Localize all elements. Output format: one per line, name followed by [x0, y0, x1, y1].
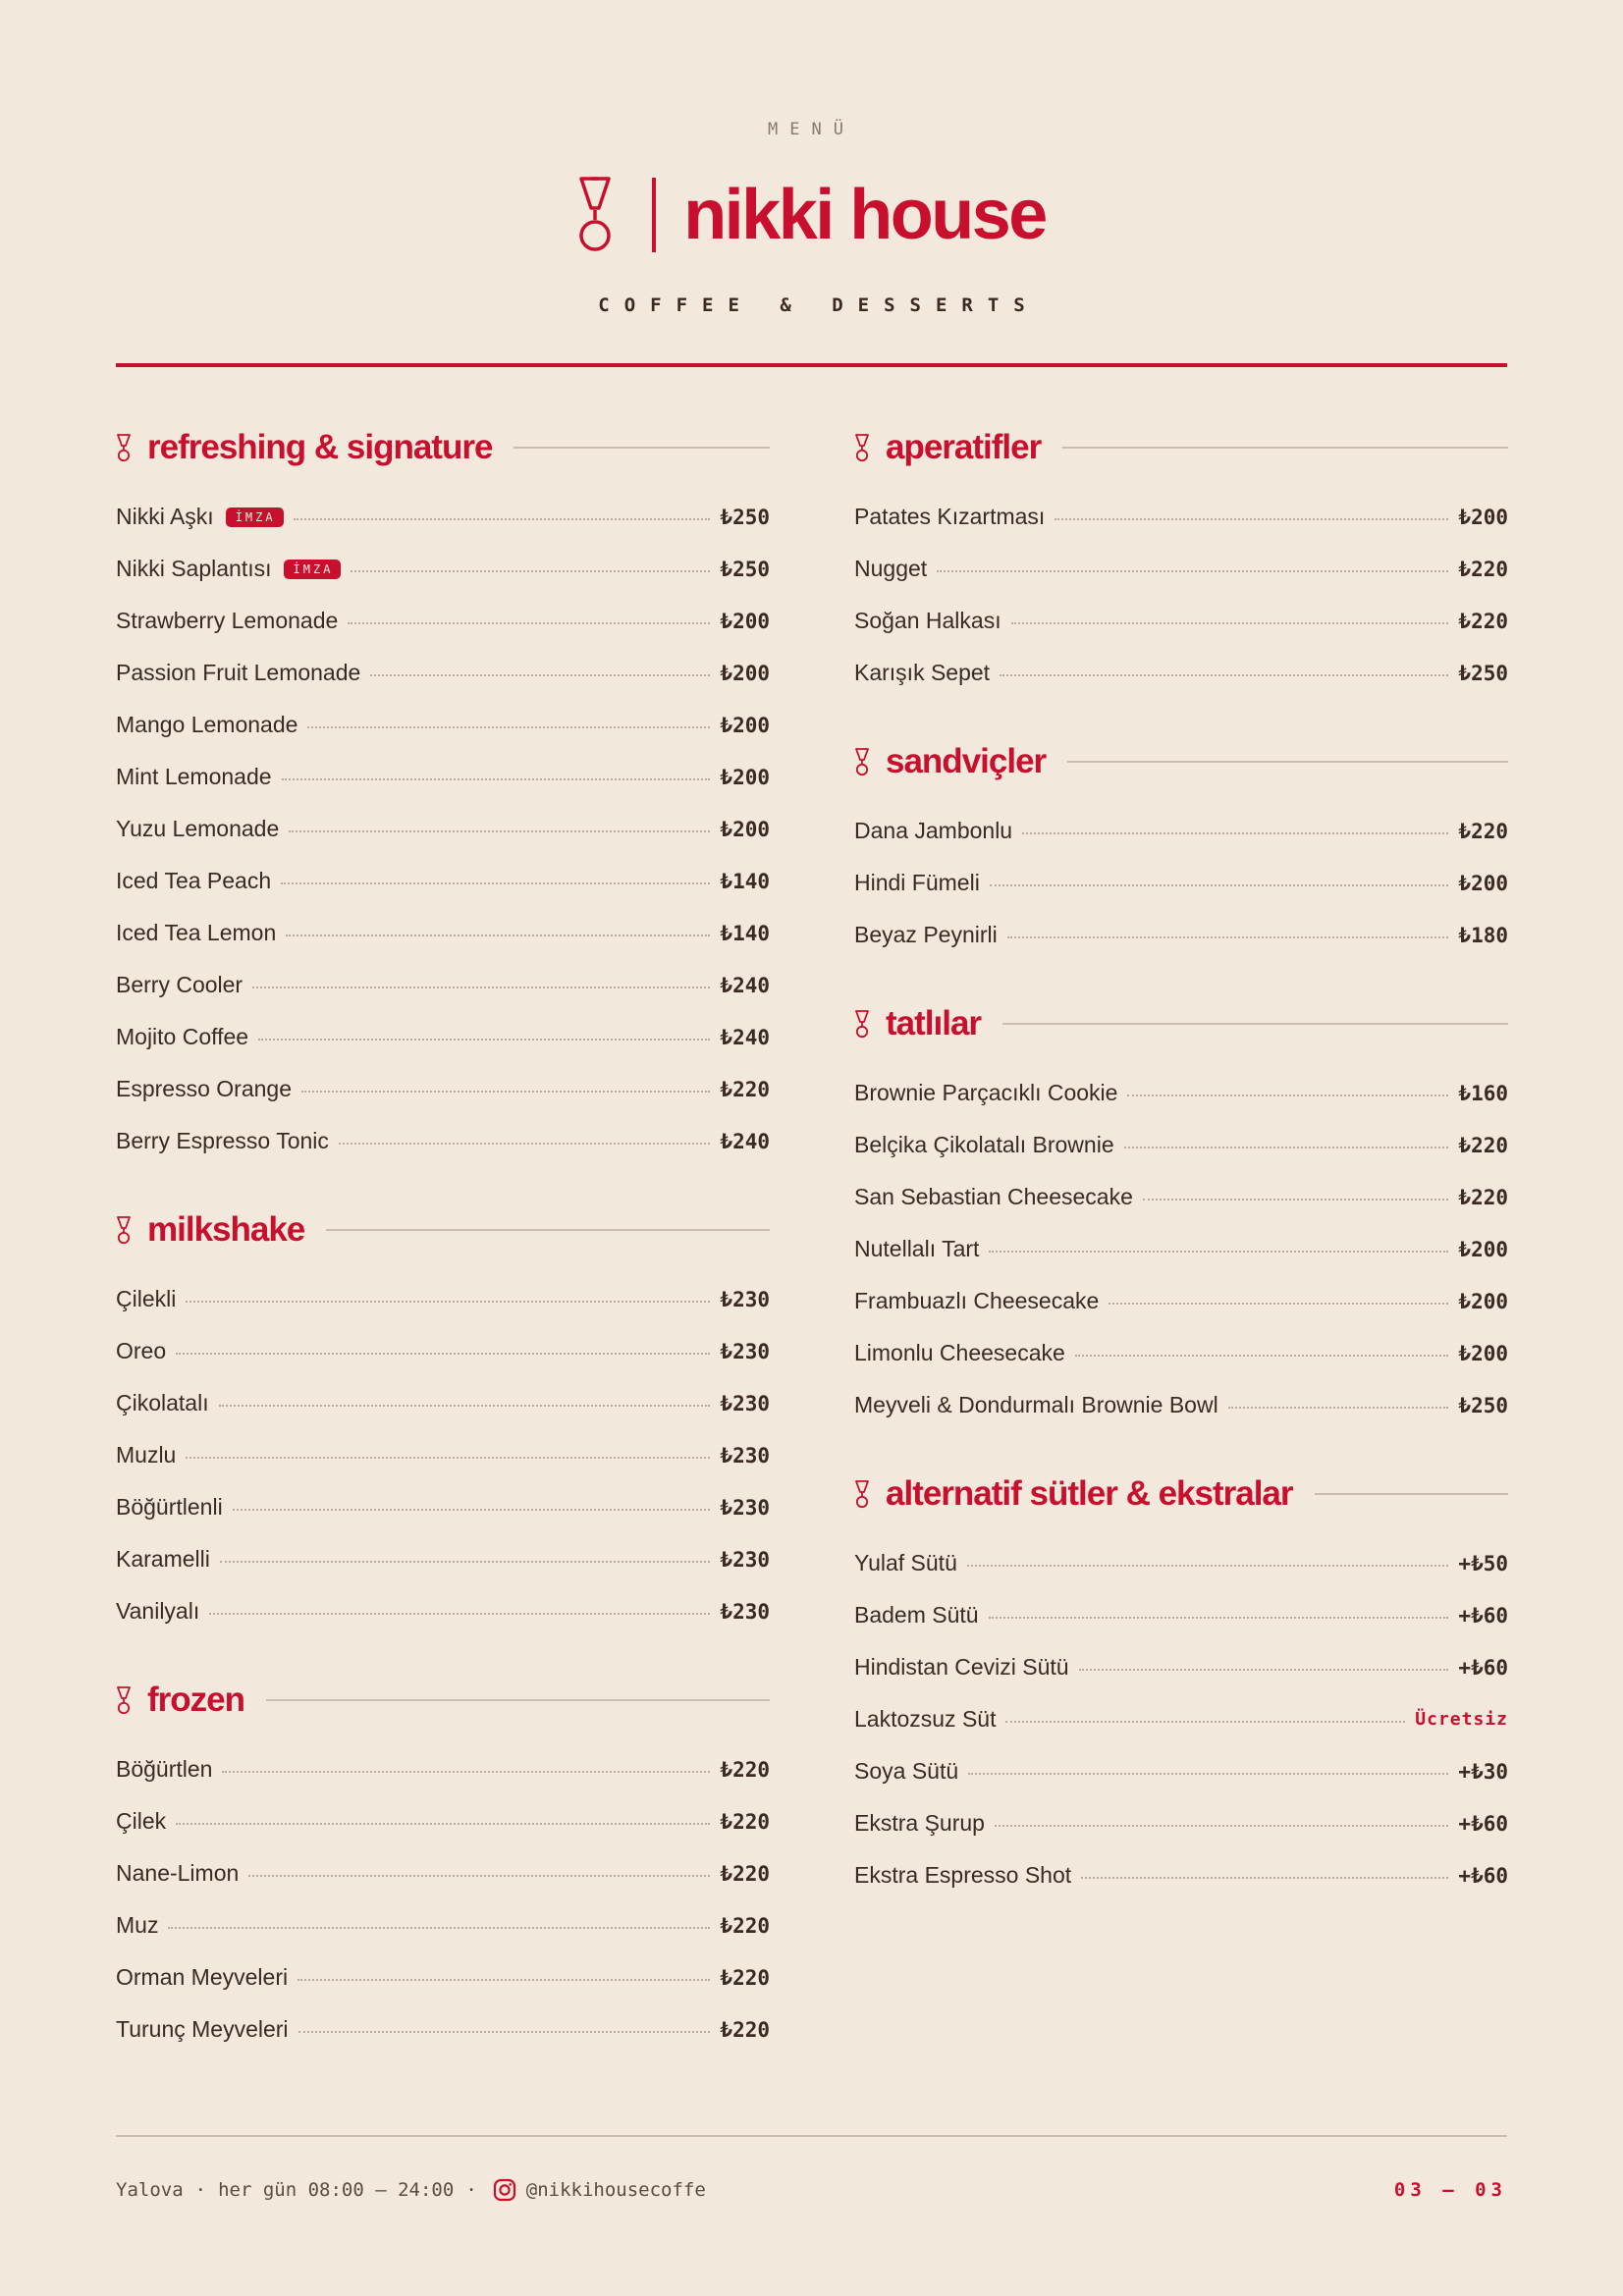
menu-item: [116, 1585, 770, 1637]
instagram-handle[interactable]: @nikkihousecoffe: [525, 2179, 706, 2201]
menu-item: [854, 1379, 1508, 1431]
coffee-dripper-icon: [854, 433, 870, 462]
coffee-dripper-logo-icon: [577, 175, 613, 255]
item-name: Soya Sütü: [854, 1758, 959, 1784]
item-name: Karışık Sepet: [854, 660, 991, 685]
section-title: tatlılar: [886, 1004, 982, 1042]
item-name: Hindi Fümeli: [854, 870, 980, 895]
tagline: COFFEE & DESSERTS: [598, 294, 1040, 316]
item-price: ₺200: [720, 765, 770, 789]
menu-item: [854, 1327, 1508, 1379]
item-price: ₺220: [1458, 609, 1508, 633]
item-price: ₺200: [1458, 505, 1508, 529]
dot-leader: [1007, 936, 1449, 938]
item-price: ₺200: [1458, 871, 1508, 895]
item-price: ₺220: [720, 1913, 770, 1938]
menu-item: [116, 1011, 770, 1063]
menu-item: [116, 907, 770, 959]
item-name: Dana Jambonlu: [854, 818, 1013, 843]
item-name: Yulaf Sütü: [854, 1550, 957, 1575]
item-name: Vanilyalı: [116, 1598, 200, 1624]
item-name: Mint Lemonade: [116, 764, 272, 789]
menu-section: [854, 422, 1508, 699]
section-title: milkshake: [147, 1210, 305, 1249]
item-name: San Sebastian Cheesecake: [854, 1184, 1133, 1209]
item-name: Soğan Halkası: [854, 608, 1001, 633]
item-price: ₺230: [720, 1599, 770, 1624]
dot-leader: [1081, 1877, 1448, 1879]
item-price: ₺220: [1458, 1185, 1508, 1209]
item-price: ₺230: [720, 1443, 770, 1468]
item-name: Berry Cooler: [116, 972, 243, 997]
item-name: Oreo: [116, 1338, 167, 1363]
menu-item: [116, 1273, 770, 1325]
right-column: [854, 422, 1508, 1939]
item-name: Nugget: [854, 556, 928, 581]
item-price: ₺250: [720, 505, 770, 529]
dot-leader: [989, 1251, 1448, 1253]
menu-item: [116, 855, 770, 907]
dot-leader: [258, 1039, 710, 1041]
item-name: Nutellalı Tart: [854, 1236, 980, 1261]
section-rule: [326, 1229, 770, 1231]
section-rule: [1062, 447, 1508, 449]
dot-leader: [1079, 1669, 1449, 1671]
dot-leader: [967, 1565, 1449, 1567]
section-rule: [1067, 761, 1508, 763]
footer-location: Yalova: [116, 2179, 184, 2201]
item-name: Yuzu Lemonade: [116, 816, 280, 841]
menu-item: [116, 2003, 770, 2056]
dot-leader: [351, 570, 710, 572]
dot-leader: [219, 1405, 711, 1407]
item-price: ₺220: [1458, 557, 1508, 581]
page-number: 03 — 03: [1393, 2179, 1507, 2201]
coffee-dripper-icon: [116, 1215, 132, 1245]
item-price: ₺220: [1458, 819, 1508, 843]
item-price: +₺50: [1458, 1551, 1508, 1575]
menu-item: [854, 805, 1508, 857]
item-price: ₺220: [720, 1809, 770, 1834]
section-header: [116, 422, 770, 473]
item-name: Ekstra Şurup: [854, 1810, 985, 1836]
menu-section: [116, 1675, 770, 2056]
menu-section: [854, 736, 1508, 961]
dot-leader: [248, 1875, 710, 1877]
menu-item: [116, 1377, 770, 1429]
item-price: Ücretsiz: [1415, 1709, 1508, 1730]
brand-name: nikki house: [683, 176, 1046, 254]
item-price: ₺240: [720, 1129, 770, 1153]
dot-leader: [186, 1457, 710, 1459]
section-rule: [514, 447, 770, 449]
menu-item: [116, 1481, 770, 1533]
item-name: Mango Lemonade: [116, 712, 298, 737]
item-price: ₺200: [720, 713, 770, 737]
menu-item: [116, 1115, 770, 1167]
menu-item: [854, 491, 1508, 543]
item-name: Nane-Limon: [116, 1860, 240, 1886]
footer-rule: [116, 2135, 1507, 2137]
item-price: ₺230: [720, 1547, 770, 1572]
signature-badge: İMZA: [226, 507, 284, 527]
item-price: ₺200: [720, 609, 770, 633]
item-price: ₺160: [1458, 1081, 1508, 1105]
dot-leader: [1127, 1095, 1448, 1096]
menu-item: [116, 1951, 770, 2003]
item-name: Nikki Saplantısı: [116, 556, 272, 581]
item-name: Patates Kızartması: [854, 504, 1046, 529]
dot-leader: [370, 674, 710, 676]
item-price: ₺250: [1458, 1393, 1508, 1417]
item-name: Beyaz Peynirli: [854, 922, 998, 947]
item-name: Frambuazlı Cheesecake: [854, 1288, 1100, 1313]
menu-header: [0, 0, 1623, 373]
menu-item: [116, 1325, 770, 1377]
dot-leader: [281, 882, 710, 884]
item-price: ₺220: [720, 1861, 770, 1886]
menu-section: [116, 1204, 770, 1637]
brand-divider: [652, 178, 656, 252]
item-price: +₺60: [1458, 1863, 1508, 1888]
item-price: ₺200: [720, 661, 770, 685]
menu-item: [854, 1119, 1508, 1171]
item-price: ₺200: [1458, 1289, 1508, 1313]
menu-item: [116, 751, 770, 803]
item-price: +₺60: [1458, 1655, 1508, 1680]
dot-leader: [220, 1561, 711, 1563]
item-name: Iced Tea Peach: [116, 868, 272, 893]
section-rule: [1315, 1493, 1508, 1495]
item-price: ₺220: [720, 2017, 770, 2042]
menu-item: [116, 1899, 770, 1951]
footer-separator: ·: [194, 2179, 207, 2201]
menu-section: [116, 422, 770, 1167]
item-name: Iced Tea Lemon: [116, 920, 277, 945]
dot-leader: [1000, 674, 1448, 676]
item-name: Strawberry Lemonade: [116, 608, 339, 633]
dot-leader: [1055, 518, 1448, 520]
section-title: alternatif sütler & ekstralar: [886, 1474, 1293, 1513]
item-price: ₺220: [1458, 1133, 1508, 1157]
menu-label: MENÜ: [768, 120, 855, 139]
dot-leader: [209, 1613, 710, 1615]
footer-separator: ·: [465, 2179, 477, 2201]
menu-item: [854, 1849, 1508, 1901]
item-name: Turunç Meyveleri: [116, 2016, 289, 2042]
section-rule: [1002, 1023, 1508, 1025]
dot-leader: [1124, 1147, 1449, 1148]
menu-section: [854, 1468, 1508, 1901]
menu-item: [116, 647, 770, 699]
dot-leader: [186, 1301, 710, 1303]
item-name: Espresso Orange: [116, 1076, 292, 1101]
item-name: Nikki Aşkı: [116, 504, 214, 529]
menu-item: [854, 1589, 1508, 1641]
item-name: Brownie Parçacıklı Cookie: [854, 1080, 1118, 1105]
menu-item: [116, 543, 770, 595]
dot-leader: [968, 1773, 1448, 1775]
item-name: Böğürtlenli: [116, 1494, 223, 1520]
menu-item: [116, 1533, 770, 1585]
dot-leader: [1228, 1407, 1449, 1409]
menu-item: [854, 1745, 1508, 1797]
menu-item: [854, 1641, 1508, 1693]
item-price: ₺220: [720, 1757, 770, 1782]
item-price: ₺230: [720, 1495, 770, 1520]
dot-leader: [286, 934, 710, 936]
item-price: ₺230: [720, 1391, 770, 1415]
item-price: ₺250: [1458, 661, 1508, 685]
section-header: [854, 422, 1508, 473]
brand-lockup: [0, 175, 1623, 255]
menu-item: [854, 857, 1508, 909]
item-name: Böğürtlen: [116, 1756, 213, 1782]
dot-leader: [289, 830, 710, 832]
item-name: Hindistan Cevizi Sütü: [854, 1654, 1069, 1680]
menu-item: [116, 1795, 770, 1847]
dot-leader: [989, 1617, 1449, 1619]
dot-leader: [301, 1091, 710, 1093]
menu-item: [116, 491, 770, 543]
item-price: ₺230: [720, 1287, 770, 1311]
dot-leader: [1075, 1355, 1449, 1357]
coffee-dripper-icon: [854, 1009, 870, 1039]
header-rule: [116, 363, 1507, 367]
dot-leader: [937, 570, 1448, 572]
item-price: ₺200: [1458, 1341, 1508, 1365]
item-name: Çilek: [116, 1808, 167, 1834]
item-price: ₺200: [1458, 1237, 1508, 1261]
item-name: Passion Fruit Lemonade: [116, 660, 361, 685]
menu-item: [116, 1743, 770, 1795]
menu-item: [116, 1063, 770, 1115]
item-name: Meyveli & Dondurmalı Brownie Bowl: [854, 1392, 1218, 1417]
section-header: [116, 1204, 770, 1255]
coffee-dripper-icon: [854, 1479, 870, 1509]
item-price: ₺250: [720, 557, 770, 581]
item-price: ₺200: [720, 817, 770, 841]
coffee-dripper-icon: [116, 433, 132, 462]
dot-leader: [298, 1979, 710, 1981]
dot-leader: [1005, 1721, 1405, 1723]
menu-item: [116, 699, 770, 751]
item-name: Berry Espresso Tonic: [116, 1128, 329, 1153]
menu-item: [116, 595, 770, 647]
menu-item: [854, 1693, 1508, 1745]
dot-leader: [1143, 1199, 1449, 1201]
menu-item: [854, 1223, 1508, 1275]
menu-item: [854, 1171, 1508, 1223]
dot-leader: [168, 1927, 710, 1929]
instagram-icon: [493, 2178, 516, 2202]
section-header: [854, 998, 1508, 1049]
menu-item: [854, 647, 1508, 699]
dot-leader: [233, 1509, 711, 1511]
dot-leader: [222, 1771, 710, 1773]
section-header: [116, 1675, 770, 1726]
item-price: +₺60: [1458, 1811, 1508, 1836]
item-price: ₺180: [1458, 923, 1508, 947]
menu-section: [854, 998, 1508, 1431]
item-price: ₺140: [720, 921, 770, 945]
menu-item: [854, 1797, 1508, 1849]
dot-leader: [1109, 1303, 1448, 1305]
menu-item: [116, 1847, 770, 1899]
dot-leader: [990, 884, 1449, 886]
dot-leader: [252, 987, 710, 988]
menu-item: [854, 1067, 1508, 1119]
item-price: ₺220: [720, 1077, 770, 1101]
item-name: Limonlu Cheesecake: [854, 1340, 1065, 1365]
left-column: [116, 422, 770, 2093]
item-price: ₺240: [720, 973, 770, 997]
dot-leader: [1011, 622, 1449, 624]
item-name: Mojito Coffee: [116, 1024, 249, 1049]
dot-leader: [176, 1823, 710, 1825]
footer-hours: her gün 08:00 – 24:00: [218, 2179, 455, 2201]
item-name: Muz: [116, 1912, 159, 1938]
dot-leader: [282, 778, 711, 780]
item-name: Laktozsuz Süt: [854, 1706, 997, 1732]
item-price: ₺220: [720, 1965, 770, 1990]
dot-leader: [995, 1825, 1448, 1827]
section-title: frozen: [147, 1681, 244, 1719]
section-rule: [266, 1699, 770, 1701]
section-title: sandviçler: [886, 742, 1047, 780]
footer: [116, 2175, 1507, 2205]
dot-leader: [339, 1143, 711, 1145]
menu-item: [854, 543, 1508, 595]
dot-leader: [307, 726, 710, 728]
item-name: Orman Meyveleri: [116, 1964, 289, 1990]
item-name: Badem Sütü: [854, 1602, 979, 1628]
section-header: [854, 736, 1508, 787]
menu-item: [854, 1537, 1508, 1589]
menu-item: [116, 959, 770, 1011]
dot-leader: [1022, 832, 1448, 834]
signature-badge: İMZA: [284, 560, 342, 579]
dot-leader: [348, 622, 710, 624]
item-name: Çilekli: [116, 1286, 177, 1311]
dot-leader: [298, 2031, 711, 2033]
menu-item: [116, 1429, 770, 1481]
item-name: Ekstra Espresso Shot: [854, 1862, 1072, 1888]
item-name: Muzlu: [116, 1442, 177, 1468]
section-header: [854, 1468, 1508, 1520]
item-price: ₺240: [720, 1025, 770, 1049]
dot-leader: [176, 1353, 710, 1355]
coffee-dripper-icon: [116, 1685, 132, 1715]
item-price: +₺30: [1458, 1759, 1508, 1784]
coffee-dripper-icon: [854, 747, 870, 776]
item-name: Karamelli: [116, 1546, 210, 1572]
menu-item: [854, 1275, 1508, 1327]
item-price: +₺60: [1458, 1603, 1508, 1628]
section-title: refreshing & signature: [147, 428, 493, 466]
item-price: ₺230: [720, 1339, 770, 1363]
item-price: ₺140: [720, 869, 770, 893]
item-name: Çikolatalı: [116, 1390, 209, 1415]
menu-item: [854, 909, 1508, 961]
menu-item: [116, 803, 770, 855]
dot-leader: [294, 518, 711, 520]
section-title: aperatifler: [886, 428, 1042, 466]
item-name: Belçika Çikolatalı Brownie: [854, 1132, 1114, 1157]
menu-item: [854, 595, 1508, 647]
